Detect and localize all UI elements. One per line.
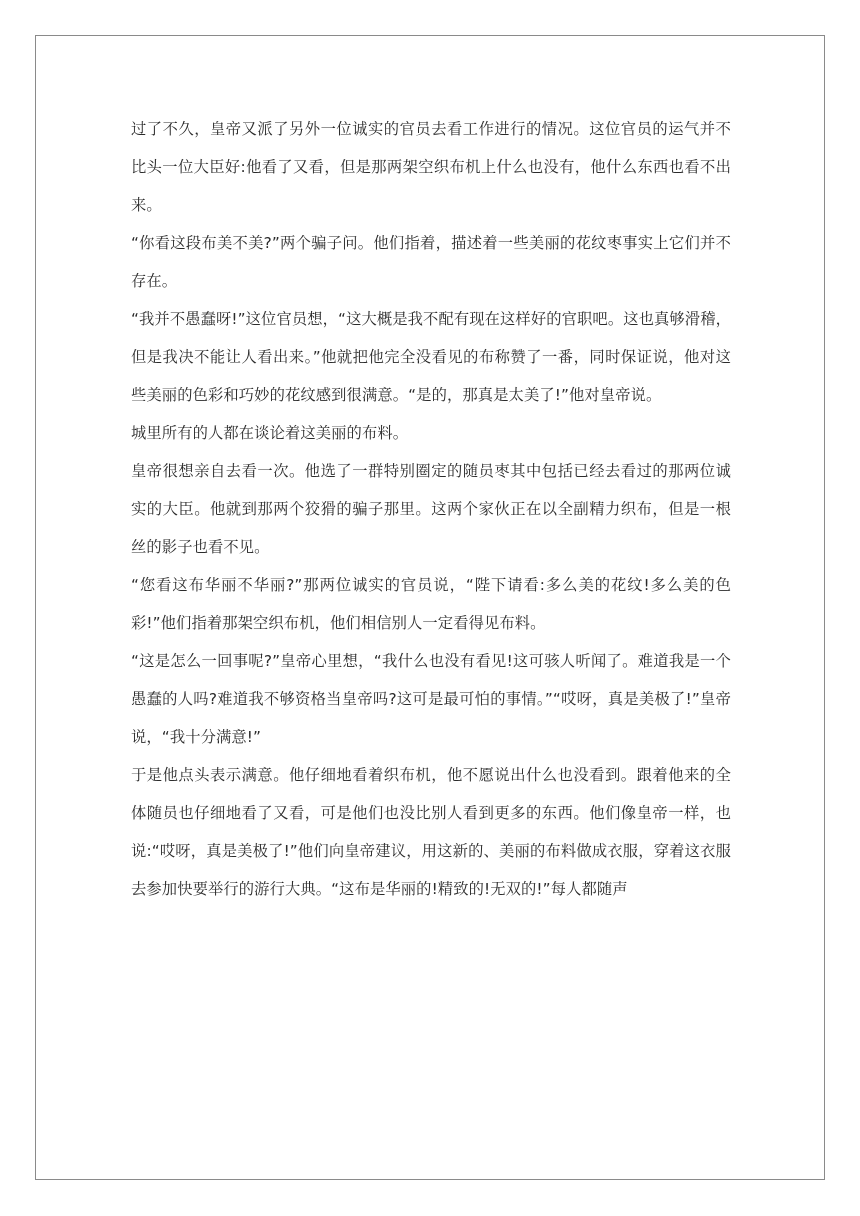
paragraph: 皇帝很想亲自去看一次。他选了一群特别圈定的随员枣其中包括已经去看过的那两位诚实的大臣。他就到那两个狡猾的骗子那里。这两个家伙正在以全副精力织布，但是一根丝的影子也看不见。 <box>131 462 731 556</box>
document-body <box>131 110 731 908</box>
paragraph: 于是他点头表示满意。他仔细地看着织布机，他不愿说出什么也没看到。跟着他来的全体随员也仔细地看了又看，可是他们也没比别人看到更多的东西。他们像皇帝一样，也说:“哎呀，真是美极了!”他们向皇帝建议，用这新的、美丽的布料做成衣服，穿着这衣服去参加快要举行的游行大典。“这布是华丽的!精致的!无双的!”每人都随声 <box>131 766 731 898</box>
paragraph: “您看这布华丽不华丽?”那两位诚实的官员说，“陛下请看:多么美的花纹!多么美的色彩!”他们指着那架空织布机，他们相信别人一定看得见布料。 <box>131 576 731 632</box>
paragraph: “这是怎么一回事呢?”皇帝心里想，“我什么也没有看见!这可骇人听闻了。难道我是一个愚蠢的人吗?难道我不够资格当皇帝吗?这可是最可怕的事情。”“哎呀，真是美极了!”皇帝说，“我十分满意!” <box>131 652 731 746</box>
paragraph: “我并不愚蠢呀!”这位官员想，“这大概是我不配有现在这样好的官职吧。这也真够滑稽，但是我决不能让人看出来。”他就把他完全没看见的布称赞了一番，同时保证说，他对这些美丽的色彩和巧妙的花纹感到很满意。“是的，那真是太美了!”他对皇帝说。 <box>131 310 731 404</box>
paragraph: 城里所有的人都在谈论着这美丽的布料。 <box>131 424 409 442</box>
paragraph: “你看这段布美不美?”两个骗子问。他们指着，描述着一些美丽的花纹枣事实上它们并不存在。 <box>131 234 731 290</box>
paragraph: 过了不久，皇帝又派了另外一位诚实的官员去看工作进行的情况。这位官员的运气并不比头一位大臣好:他看了又看，但是那两架空织布机上什么也没有，他什么东西也看不出来。 <box>131 120 731 214</box>
